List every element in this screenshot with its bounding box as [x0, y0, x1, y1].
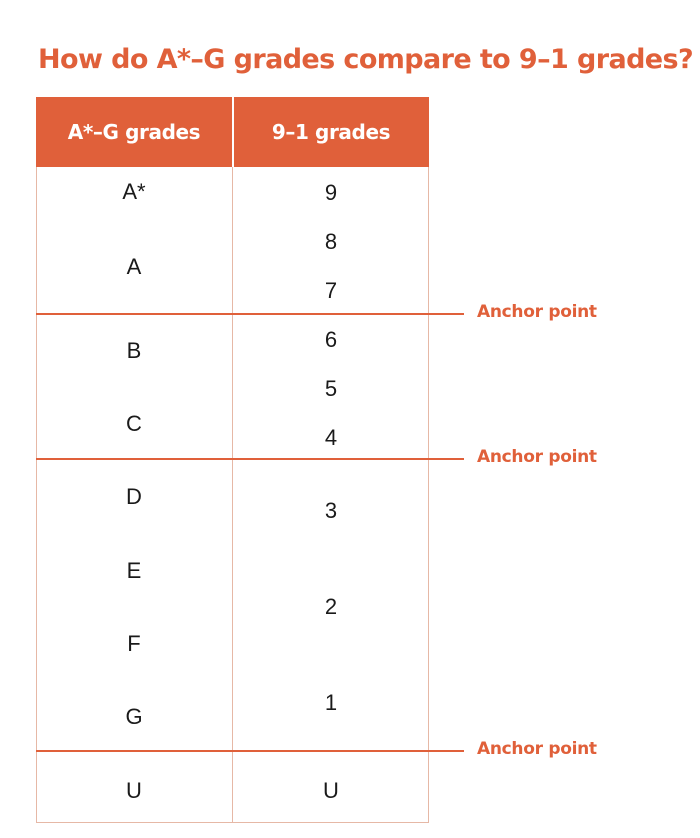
right-grade-7: 7 [324, 278, 338, 303]
left-grade-g: G [125, 704, 143, 729]
right-grade-3: 3 [324, 498, 338, 523]
header-9-1-grades: 9–1 grades [233, 97, 429, 167]
right-grade-2: 2 [324, 594, 338, 619]
page-title: How do A*–G grades compare to 9–1 grades? [38, 44, 694, 75]
anchor-line-2 [36, 458, 464, 460]
anchor-label-3: Anchor point [477, 739, 597, 759]
anchor-line-1 [36, 313, 464, 315]
left-grade-d: D [126, 484, 142, 509]
header-divider [232, 97, 234, 167]
right-grade-6: 6 [324, 327, 338, 352]
anchor-label-2: Anchor point [477, 447, 597, 467]
header-a-g-grades: A*–G grades [36, 97, 232, 167]
right-grade-9: 9 [324, 180, 338, 205]
left-grade-u: U [126, 778, 142, 803]
anchor-label-1: Anchor point [477, 302, 597, 322]
anchor-line-3 [36, 750, 464, 752]
left-grade-c: C [126, 411, 142, 436]
left-grade-a: A [126, 254, 142, 279]
right-grade-1: 1 [324, 690, 338, 715]
left-grade-e: E [126, 558, 142, 583]
right-grade-8: 8 [324, 229, 338, 254]
left-grade-f: F [127, 631, 141, 656]
left-grade-b: B [126, 338, 142, 363]
right-grade-u: U [323, 778, 339, 803]
right-grade-4: 4 [324, 425, 338, 450]
right-grade-5: 5 [324, 376, 338, 401]
left-grade-a-star: A* [122, 179, 146, 204]
